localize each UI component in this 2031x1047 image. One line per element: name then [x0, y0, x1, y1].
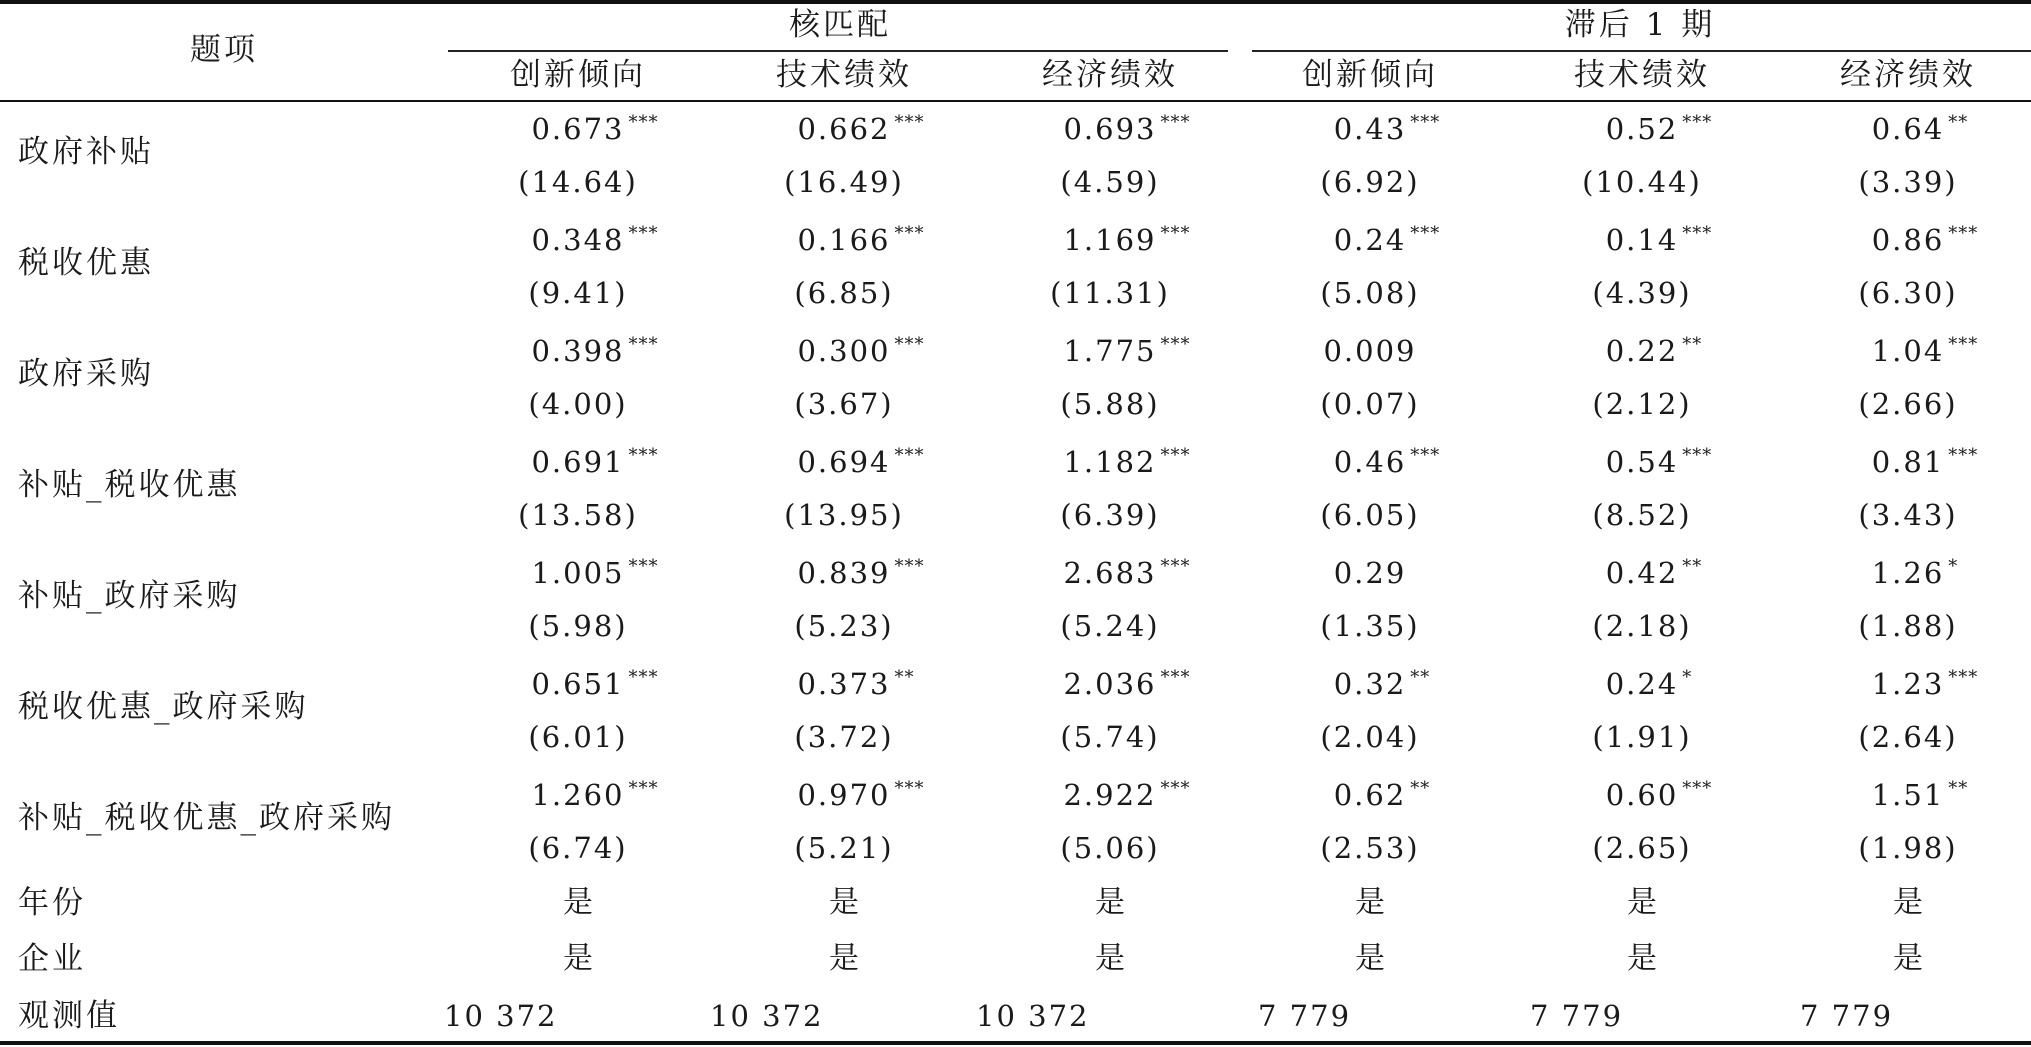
- coefficient-cell: [1334, 556, 1407, 590]
- coefficient-value: 0.86: [1871, 223, 1945, 257]
- significance-stars: ***: [1682, 112, 1713, 133]
- coefficient-value: 0.24: [1333, 223, 1407, 257]
- group-underline-lag-1: [1252, 50, 2031, 52]
- coefficient-cell: [1605, 334, 1703, 368]
- coefficient-cell: [1871, 112, 1969, 146]
- coefficient-value: 0.60: [1605, 778, 1679, 812]
- significance-stars: ***: [894, 334, 925, 355]
- coefficient-cell: [531, 223, 659, 257]
- coefficient-cell: [531, 112, 659, 146]
- coefficient-value: 0.62: [1333, 778, 1407, 812]
- column-header: 经济绩效: [1840, 57, 1976, 93]
- significance-stars: ***: [1682, 223, 1713, 244]
- significance-stars: ***: [1160, 667, 1191, 688]
- group-underline-kernel-matching: [448, 50, 1228, 52]
- t-statistic-cell: (1.88): [1858, 609, 1958, 643]
- coefficient-cell: [531, 778, 659, 812]
- t-statistic-cell: (14.64): [518, 165, 638, 199]
- coefficient-value: 0.24: [1605, 667, 1679, 701]
- coefficient-cell: [1063, 112, 1191, 146]
- fixed-effect-cell: 是: [1095, 941, 1125, 976]
- header-bottom-rule: [0, 100, 2031, 102]
- t-statistic-cell: (2.66): [1858, 387, 1958, 421]
- t-statistic-cell: (2.53): [1320, 831, 1420, 865]
- coefficient-value: 0.009: [1323, 334, 1417, 368]
- significance-stars: ***: [894, 112, 925, 133]
- t-statistic-cell: (5.74): [1060, 720, 1160, 754]
- t-statistic-cell: (2.04): [1320, 720, 1420, 754]
- significance-stars: ***: [1948, 445, 1979, 466]
- t-statistic-cell: (5.08): [1320, 276, 1420, 310]
- coefficient-cell: [1871, 445, 1979, 479]
- footer-row-label: 企业: [18, 941, 86, 977]
- t-statistic-cell: (4.00): [528, 387, 628, 421]
- t-statistic-cell: (6.05): [1320, 498, 1420, 532]
- top-rule: [0, 0, 2031, 4]
- significance-stars: ***: [1410, 445, 1441, 466]
- coefficient-cell: [531, 334, 659, 368]
- coefficient-cell: [797, 667, 915, 701]
- column-header: 技术绩效: [1574, 57, 1710, 93]
- significance-stars: *: [1682, 667, 1693, 688]
- group-header-kernel-matching: 核匹配: [789, 7, 891, 43]
- coefficient-value: 0.970: [797, 778, 891, 812]
- coefficient-value: 0.694: [797, 445, 891, 479]
- coefficient-cell: [1063, 778, 1191, 812]
- significance-stars: ***: [894, 556, 925, 577]
- coefficient-cell: [797, 556, 925, 590]
- coefficient-cell: [531, 445, 659, 479]
- coefficient-value: 0.662: [797, 112, 891, 146]
- coefficient-cell: [1333, 223, 1441, 257]
- t-statistic-cell: (3.39): [1858, 165, 1958, 199]
- t-statistic-cell: (6.39): [1060, 498, 1160, 532]
- t-statistic-cell: (3.67): [794, 387, 894, 421]
- coefficient-value: 0.46: [1333, 445, 1407, 479]
- t-statistic-cell: (5.24): [1060, 609, 1160, 643]
- significance-stars: ***: [1948, 223, 1979, 244]
- coefficient-value: 1.26: [1871, 556, 1945, 590]
- significance-stars: ***: [628, 445, 659, 466]
- fixed-effect-cell: 是: [829, 941, 859, 976]
- fixed-effect-cell: 是: [1627, 885, 1657, 920]
- significance-stars: *: [1948, 556, 1959, 577]
- row-label: 补贴_税收优惠_政府采购: [18, 800, 395, 836]
- coefficient-value: 0.14: [1605, 223, 1679, 257]
- t-statistic-cell: (0.07): [1320, 387, 1420, 421]
- t-statistic-cell: (10.44): [1582, 165, 1702, 199]
- significance-stars: ***: [628, 334, 659, 355]
- coefficient-value: 0.54: [1605, 445, 1679, 479]
- t-statistic-cell: (6.85): [794, 276, 894, 310]
- significance-stars: ***: [628, 223, 659, 244]
- column-header: 创新倾向: [510, 57, 646, 93]
- significance-stars: **: [1410, 667, 1431, 688]
- footer-row-label: 观测值: [18, 998, 120, 1034]
- t-statistic-cell: (5.88): [1060, 387, 1160, 421]
- coefficient-cell: [1605, 556, 1703, 590]
- footer-row-label: 年份: [18, 885, 86, 921]
- coefficient-cell: [1871, 778, 1969, 812]
- coefficient-value: 1.182: [1063, 445, 1157, 479]
- coefficient-cell: [1333, 667, 1431, 701]
- coefficient-value: 1.23: [1871, 667, 1945, 701]
- significance-stars: ***: [1160, 223, 1191, 244]
- row-label: 政府补贴: [18, 134, 154, 170]
- fixed-effect-cell: 是: [1355, 941, 1385, 976]
- coefficient-value: 0.691: [531, 445, 625, 479]
- t-statistic-cell: (5.21): [794, 831, 894, 865]
- observation-count-cell: 7 779: [1800, 999, 1894, 1033]
- fixed-effect-cell: 是: [1627, 941, 1657, 976]
- fixed-effect-cell: 是: [563, 885, 593, 920]
- coefficient-value: 2.922: [1063, 778, 1157, 812]
- coefficient-value: 2.036: [1063, 667, 1157, 701]
- t-statistic-cell: (5.23): [794, 609, 894, 643]
- coefficient-value: 1.775: [1063, 334, 1157, 368]
- observation-count-cell: 7 779: [1258, 999, 1352, 1033]
- coefficient-value: 0.693: [1063, 112, 1157, 146]
- column-header: 创新倾向: [1302, 57, 1438, 93]
- coefficient-value: 0.43: [1333, 112, 1407, 146]
- coefficient-cell: [1333, 778, 1431, 812]
- coefficient-cell: [1323, 334, 1416, 368]
- t-statistic-cell: (6.01): [528, 720, 628, 754]
- coefficient-cell: [531, 556, 659, 590]
- coefficient-value: 0.29: [1333, 556, 1407, 590]
- significance-stars: **: [1682, 556, 1703, 577]
- coefficient-cell: [531, 667, 659, 701]
- significance-stars: ***: [894, 445, 925, 466]
- coefficient-value: 1.04: [1871, 334, 1945, 368]
- significance-stars: ***: [1682, 445, 1713, 466]
- coefficient-cell: [1871, 223, 1979, 257]
- significance-stars: **: [1948, 112, 1969, 133]
- coefficient-cell: [1605, 223, 1713, 257]
- coefficient-cell: [797, 778, 925, 812]
- significance-stars: ***: [1160, 334, 1191, 355]
- significance-stars: **: [1682, 334, 1703, 355]
- coefficient-value: 0.64: [1871, 112, 1945, 146]
- significance-stars: ***: [628, 556, 659, 577]
- significance-stars: ***: [1948, 334, 1979, 355]
- t-statistic-cell: (6.74): [528, 831, 628, 865]
- item-header: 题项: [190, 32, 258, 68]
- column-header: 经济绩效: [1042, 57, 1178, 93]
- significance-stars: ***: [1160, 112, 1191, 133]
- coefficient-cell: [1871, 667, 1979, 701]
- row-label: 税收优惠: [18, 245, 154, 281]
- coefficient-value: 0.300: [797, 334, 891, 368]
- coefficient-cell: [1333, 112, 1441, 146]
- coefficient-cell: [1063, 667, 1191, 701]
- significance-stars: ***: [1160, 556, 1191, 577]
- significance-stars: ***: [1682, 778, 1713, 799]
- coefficient-value: 0.22: [1605, 334, 1679, 368]
- row-label: 税收优惠_政府采购: [18, 689, 309, 725]
- t-statistic-cell: (4.59): [1060, 165, 1160, 199]
- fixed-effect-cell: 是: [563, 941, 593, 976]
- t-statistic-cell: (2.65): [1592, 831, 1692, 865]
- significance-stars: ***: [1410, 223, 1441, 244]
- coefficient-cell: [1605, 445, 1713, 479]
- significance-stars: **: [1410, 778, 1431, 799]
- observation-count-cell: 10 372: [710, 999, 824, 1033]
- coefficient-value: 0.839: [797, 556, 891, 590]
- observation-count-cell: 10 372: [444, 999, 558, 1033]
- t-statistic-cell: (1.35): [1320, 609, 1420, 643]
- coefficient-value: 1.51: [1871, 778, 1945, 812]
- significance-stars: **: [1948, 778, 1969, 799]
- column-header: 技术绩效: [776, 57, 912, 93]
- t-statistic-cell: (3.72): [794, 720, 894, 754]
- significance-stars: ***: [894, 778, 925, 799]
- t-statistic-cell: (2.64): [1858, 720, 1958, 754]
- significance-stars: ***: [628, 667, 659, 688]
- t-statistic-cell: (8.52): [1592, 498, 1692, 532]
- t-statistic-cell: (11.31): [1050, 276, 1170, 310]
- coefficient-value: 1.169: [1063, 223, 1157, 257]
- coefficient-value: 0.373: [797, 667, 891, 701]
- coefficient-value: 0.32: [1333, 667, 1407, 701]
- t-statistic-cell: (1.98): [1858, 831, 1958, 865]
- coefficient-cell: [1333, 445, 1441, 479]
- t-statistic-cell: (6.92): [1320, 165, 1420, 199]
- fixed-effect-cell: 是: [1355, 885, 1385, 920]
- row-label: 补贴_税收优惠: [18, 467, 241, 503]
- t-statistic-cell: (2.18): [1592, 609, 1692, 643]
- bottom-rule: [0, 1041, 2031, 1045]
- coefficient-value: 2.683: [1063, 556, 1157, 590]
- coefficient-value: 0.651: [531, 667, 625, 701]
- t-statistic-cell: (2.12): [1592, 387, 1692, 421]
- t-statistic-cell: (5.98): [528, 609, 628, 643]
- significance-stars: ***: [894, 223, 925, 244]
- significance-stars: ***: [1160, 778, 1191, 799]
- t-statistic-cell: (5.06): [1060, 831, 1160, 865]
- coefficient-cell: [797, 223, 925, 257]
- t-statistic-cell: (1.91): [1592, 720, 1692, 754]
- row-label: 补贴_政府采购: [18, 578, 241, 614]
- fixed-effect-cell: 是: [829, 885, 859, 920]
- significance-stars: ***: [628, 778, 659, 799]
- t-statistic-cell: (3.43): [1858, 498, 1958, 532]
- coefficient-value: 0.166: [797, 223, 891, 257]
- coefficient-value: 0.398: [531, 334, 625, 368]
- coefficient-cell: [1063, 445, 1191, 479]
- coefficient-value: 0.42: [1605, 556, 1679, 590]
- coefficient-value: 0.348: [531, 223, 625, 257]
- group-header-lag-1: 滞后 1 期: [1564, 7, 1716, 43]
- t-statistic-cell: (6.30): [1858, 276, 1958, 310]
- coefficient-cell: [1063, 223, 1191, 257]
- coefficient-cell: [1605, 778, 1713, 812]
- significance-stars: ***: [1410, 112, 1441, 133]
- coefficient-value: 0.52: [1605, 112, 1679, 146]
- t-statistic-cell: (13.95): [784, 498, 904, 532]
- t-statistic-cell: (9.41): [528, 276, 628, 310]
- fixed-effect-cell: 是: [1893, 885, 1923, 920]
- fixed-effect-cell: 是: [1095, 885, 1125, 920]
- fixed-effect-cell: 是: [1893, 941, 1923, 976]
- coefficient-cell: [1063, 334, 1191, 368]
- coefficient-value: 1.005: [531, 556, 625, 590]
- t-statistic-cell: (4.39): [1592, 276, 1692, 310]
- significance-stars: ***: [628, 112, 659, 133]
- coefficient-value: 1.260: [531, 778, 625, 812]
- significance-stars: **: [894, 667, 915, 688]
- significance-stars: ***: [1160, 445, 1191, 466]
- t-statistic-cell: (13.58): [518, 498, 638, 532]
- coefficient-cell: [1605, 667, 1693, 701]
- observation-count-cell: 7 779: [1530, 999, 1624, 1033]
- coefficient-cell: [797, 112, 925, 146]
- coefficient-value: 0.81: [1871, 445, 1945, 479]
- t-statistic-cell: (16.49): [784, 165, 904, 199]
- observation-count-cell: 10 372: [976, 999, 1090, 1033]
- coefficient-cell: [1871, 334, 1979, 368]
- coefficient-cell: [797, 334, 925, 368]
- significance-stars: ***: [1948, 667, 1979, 688]
- row-label: 政府采购: [18, 356, 154, 392]
- coefficient-value: 0.673: [531, 112, 625, 146]
- coefficient-cell: [1605, 112, 1713, 146]
- coefficient-cell: [1871, 556, 1959, 590]
- coefficient-cell: [797, 445, 925, 479]
- coefficient-cell: [1063, 556, 1191, 590]
